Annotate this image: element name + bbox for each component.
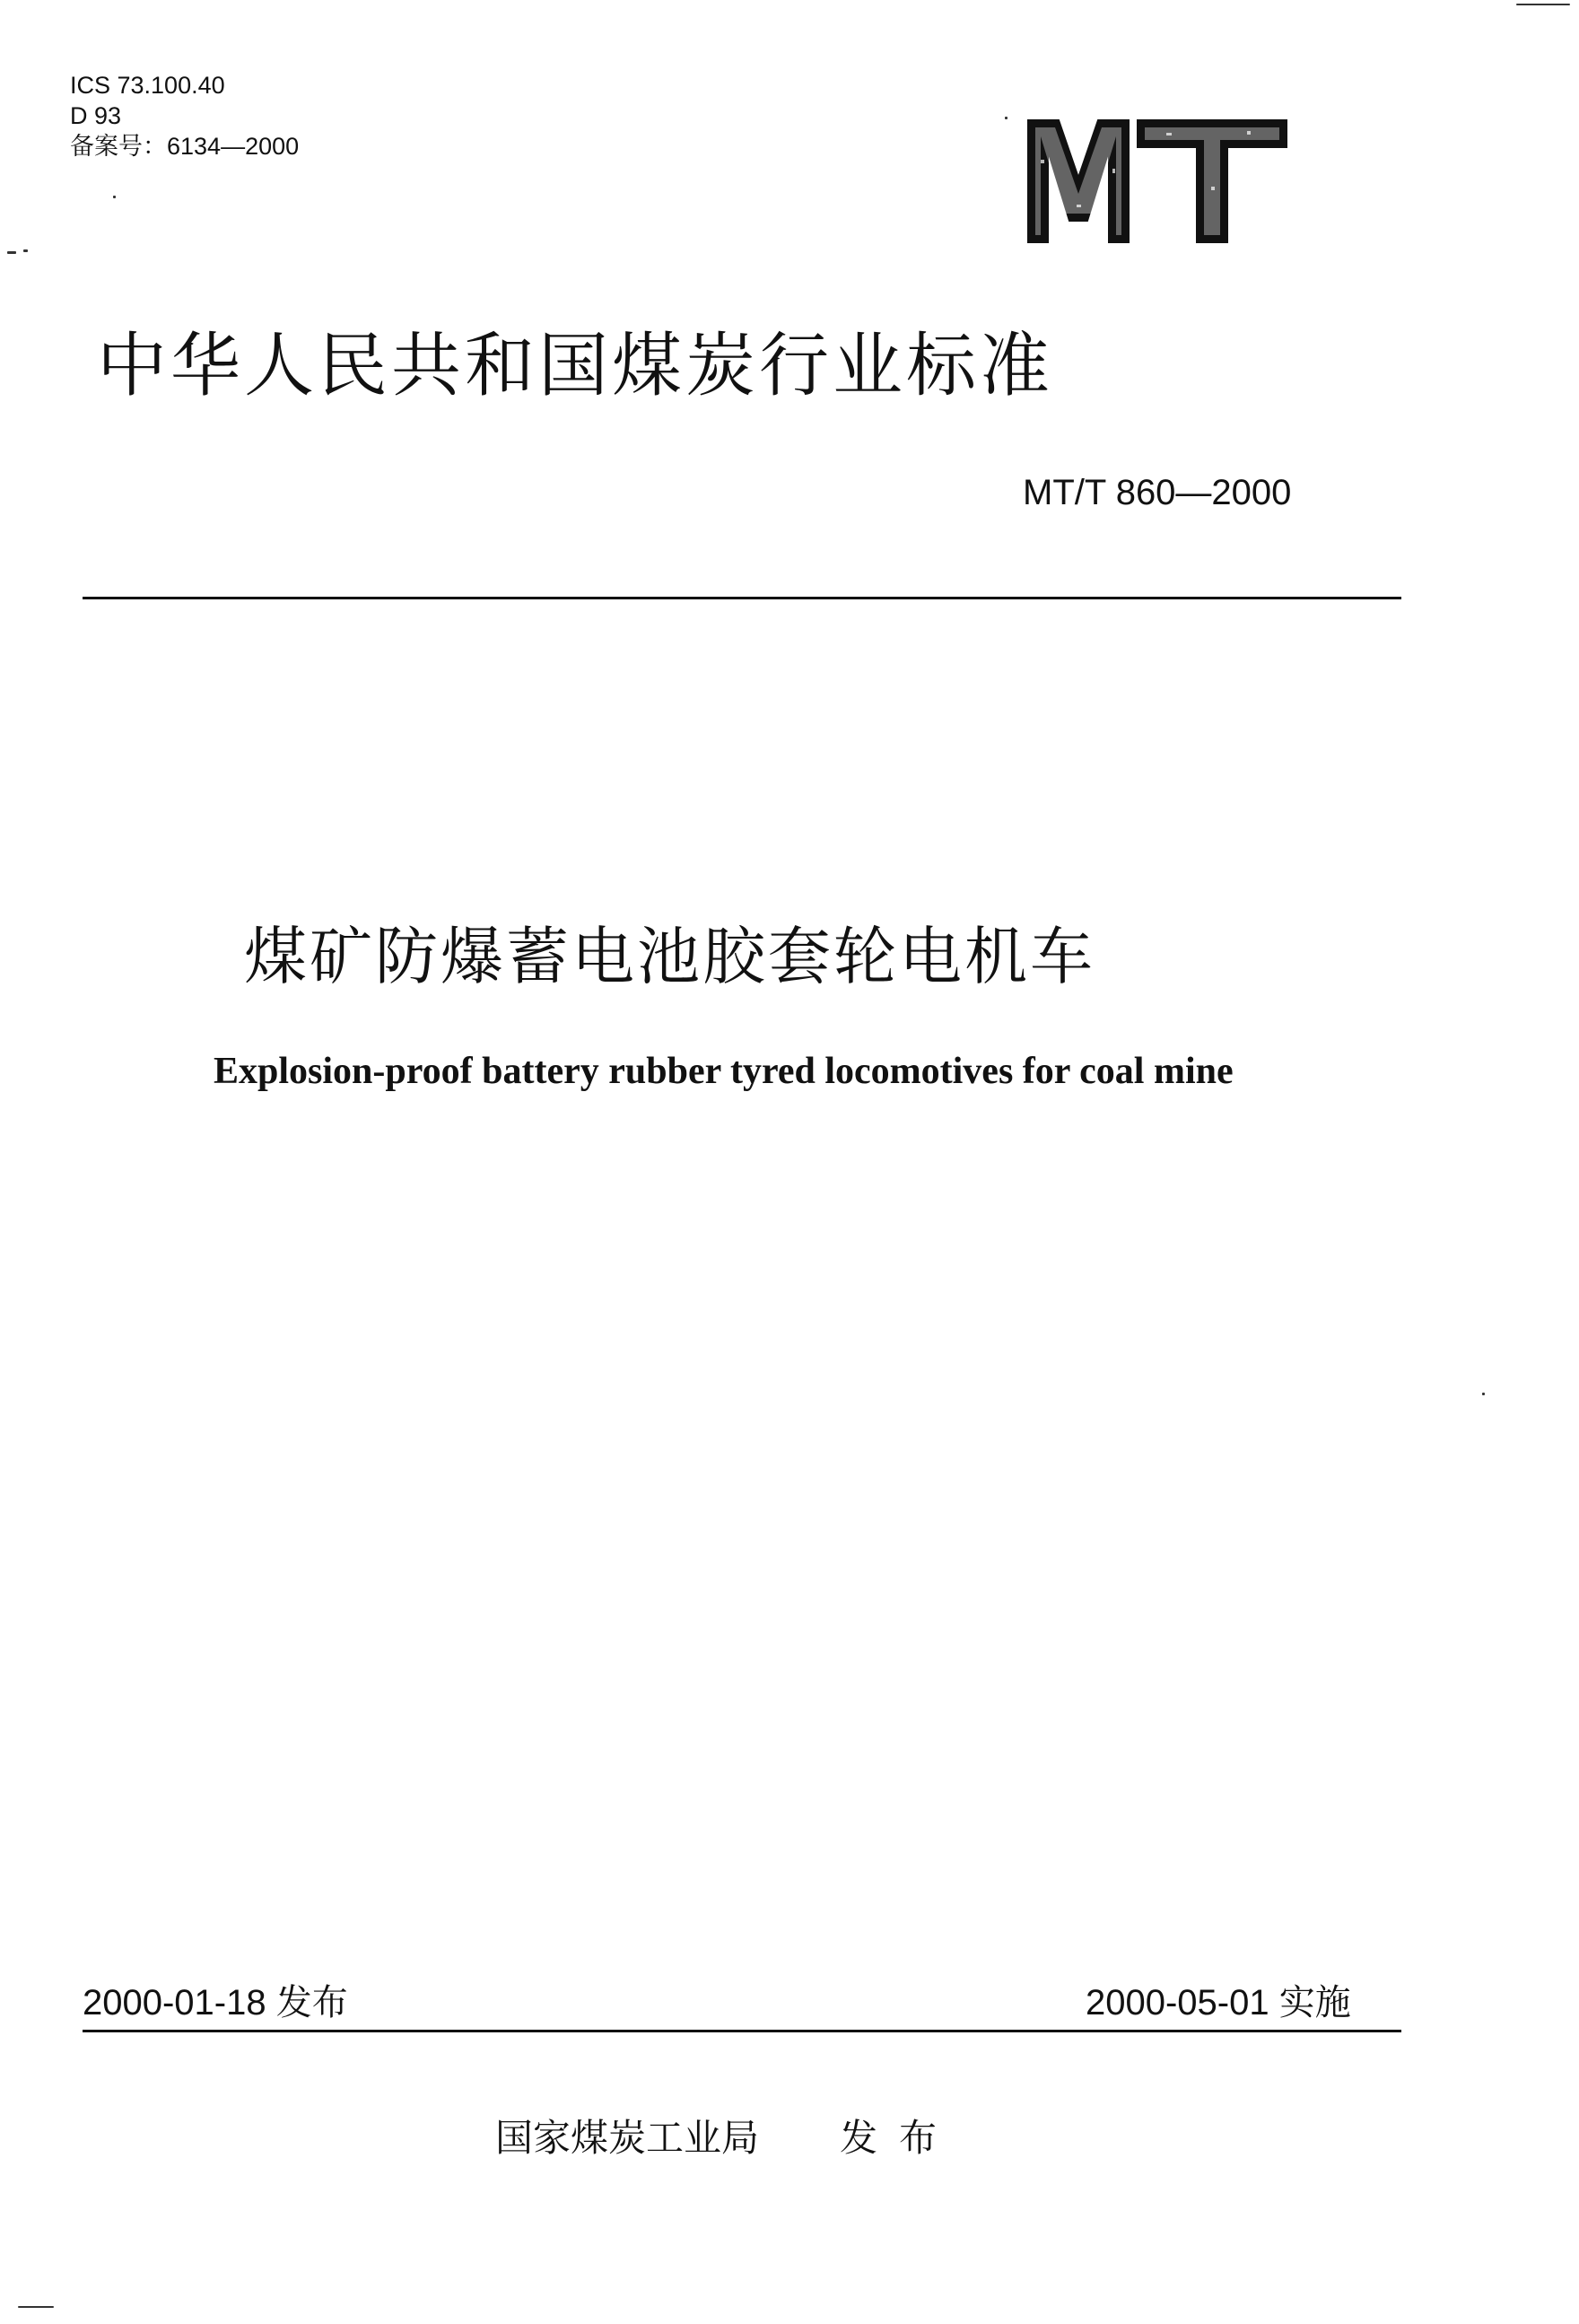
scan-speck	[18, 2306, 54, 2308]
scan-speck	[1482, 1393, 1485, 1395]
scan-speck	[1516, 4, 1570, 5]
ics-code: ICS 73.100.40	[70, 72, 225, 99]
document-title-chinese: 煤矿防爆蓄电池胶套轮电机车	[244, 920, 1095, 993]
mt-logo	[1023, 115, 1292, 248]
classification-block	[70, 70, 299, 162]
issue-date: 2000-01-18 发布	[83, 1983, 348, 2023]
record-number: 备案号：6134—2000	[70, 133, 300, 160]
top-divider	[83, 597, 1401, 599]
publish-action: 发布	[840, 2116, 959, 2160]
standard-heading: 中华人民共和国煤炭行业标准	[97, 326, 1054, 406]
category-code: D 93	[70, 102, 122, 129]
publisher-line	[495, 2109, 958, 2162]
effective-date: 2000-05-01 实施	[1086, 1983, 1351, 2023]
scan-speck	[23, 249, 28, 252]
scan-speck	[1005, 117, 1008, 119]
scan-speck	[7, 251, 16, 254]
document-title-english: Explosion-proof battery rubber tyred locomotives for coal mine	[214, 1051, 1234, 1092]
bottom-divider	[83, 2030, 1401, 2032]
scan-speck	[113, 196, 116, 198]
standard-code: MT/T 860—2000	[1023, 473, 1292, 512]
publisher-name: 国家煤炭工业局	[495, 2116, 760, 2160]
